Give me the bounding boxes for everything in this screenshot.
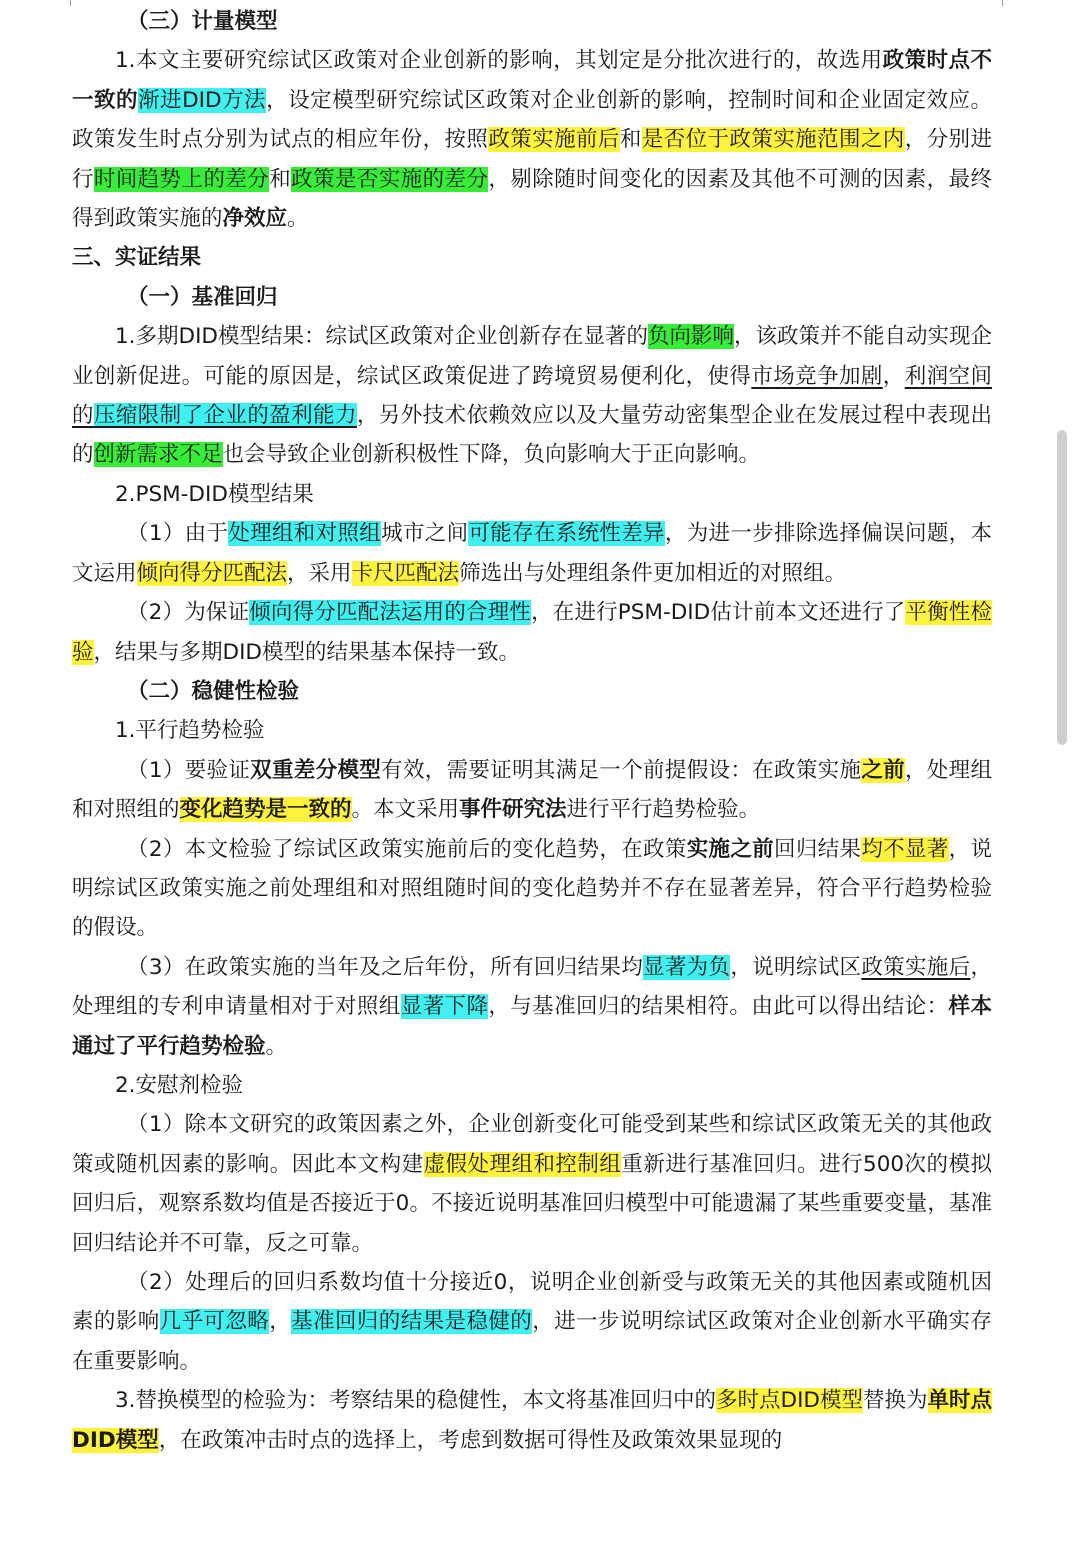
bold-text: 实施之前 [686, 836, 774, 862]
bold-text: 样本通过了平行趋势检验 [72, 994, 992, 1059]
paragraph-psm-did-title [72, 475, 992, 514]
text-run: （2）为保证 [127, 600, 250, 626]
bold-text: 净效应 [222, 206, 288, 232]
yellow-highlight: 多时点DID模型 [716, 1388, 863, 1414]
bold-text: 政策时点不一致的 [72, 48, 992, 113]
cyan-highlight: 压缩限制了企业的盈利能力 [93, 403, 357, 429]
yellow-highlight: 单时点DID模型 [72, 1388, 993, 1453]
text-run: （二）稳健性检验 [127, 678, 300, 704]
paragraph-did-results [72, 317, 992, 475]
text-run: （一）基准回归 [127, 284, 278, 310]
cyan-highlight: 显著为负 [643, 954, 731, 980]
cyan-highlight: 倾向得分匹配法运用的合理性 [249, 600, 532, 626]
paragraph-model-replacement [72, 1381, 992, 1460]
text-run: 2.PSM-DID模型结果 [115, 481, 314, 507]
text-run: 重新进行基准回归。进行500次的模拟回归后，观察系数均值是否接近于0。不接近说明基准回归模型中可能遗漏了某些重要变量，基准回归结论并不可靠，反之可靠。 [72, 1151, 992, 1256]
text-run: ，在进行PSM-DID估计前本文还进行了 [531, 600, 906, 626]
text-run: ，另外技术依赖效应以及大量劳动密集型企业在发展过程中表现出的 [72, 403, 992, 468]
text-run: ，分别进行 [72, 127, 992, 192]
text-run: （1）要验证 [127, 757, 251, 783]
text-run: 三、实证结果 [72, 245, 202, 271]
green-highlight: 创新需求不足 [93, 442, 223, 468]
text-run: 2.安慰剂检验 [115, 1072, 244, 1098]
text-run: 1.多期DID模型结果：综试区政策对企业创新存在显著的 [115, 324, 648, 350]
cyan-highlight: 显著下降 [400, 994, 489, 1020]
underlined-text: 利润空间的 [72, 363, 992, 429]
text-run: 和 [269, 166, 292, 192]
text-run: 进行平行趋势检验。 [566, 797, 761, 823]
paragraph-placebo-title [72, 1066, 992, 1105]
text-run: 也会导致企业创新积极性下降，负向影响大于正向影响。 [222, 442, 761, 468]
underlined-text: 市场竞争加剧 [751, 363, 883, 389]
text-run: ，进一步说明综试区政策对企业创新水平确实存在重要影响。 [72, 1309, 992, 1374]
yellow-highlight: 卡尺匹配法 [351, 560, 460, 586]
text-run: 1.本文主要研究综试区政策对企业创新的影响，其划定是分批次进行的，故选用 [115, 48, 883, 74]
bold-text: 双重差分模型 [250, 757, 382, 783]
paragraph-parallel-trend-title [72, 711, 992, 750]
text-run: （2）本文检验了综试区政策实施前后的变化趋势，在政策 [127, 836, 687, 862]
text-run: 筛选出与处理组条件更加相近的对照组。 [459, 560, 847, 586]
paragraph-parallel-trend-3 [72, 948, 992, 1066]
paragraph-placebo-2 [72, 1263, 992, 1381]
underlined-text: 政策实施后 [861, 954, 971, 980]
page-corner-mark-right [1002, 0, 1003, 6]
paragraph-psm-1 [72, 514, 992, 593]
text-run: （1）由于 [127, 521, 229, 547]
cyan-highlight: 基准回归的结果是稳健的 [291, 1309, 533, 1335]
text-run: ，与基准回归的结果相符。由此可以得出结论： [488, 994, 949, 1020]
paragraph-parallel-trend-2 [72, 830, 992, 948]
text-run: ，说明综试区政策实施之前处理组和对照组随时间的变化趋势并不存在显著差异，符合平行趋势检验的假设。 [72, 836, 992, 941]
cyan-highlight: 可能存在系统性差异 [468, 521, 665, 547]
text-run: 替换为 [862, 1388, 928, 1414]
text-run: ，处理组的专利申请量相对于对照组 [72, 954, 992, 1020]
text-run: 有效，需要证明其满足一个前提假设：在政策实施 [381, 757, 862, 783]
text-run: 回归结果 [774, 836, 862, 862]
yellow-highlight: 平衡性检验 [72, 600, 992, 665]
bold-text: 事件研究法 [459, 797, 567, 823]
text-run: （3）在政策实施的当年及之后年份，所有回归结果均 [127, 954, 644, 980]
chapter-heading-results [72, 238, 992, 277]
text-run: 城市之间 [381, 521, 469, 547]
green-highlight: 时间趋势上的差分 [93, 166, 270, 192]
paragraph-placebo-1 [72, 1105, 992, 1263]
text-run: 1.平行趋势检验 [115, 718, 265, 744]
text-run: ， [882, 363, 905, 389]
green-highlight: 负向影响 [647, 324, 734, 350]
yellow-highlight: 变化趋势是一致的 [179, 797, 352, 823]
yellow-highlight: 是否位于政策实施范围之内 [641, 127, 905, 153]
paragraph-parallel-trend-1 [72, 751, 992, 830]
section-heading-robustness [72, 672, 992, 711]
yellow-highlight: 之前 [861, 757, 905, 783]
cyan-highlight: 处理组和对照组 [228, 521, 382, 547]
cyan-highlight: 渐进DID方法 [138, 87, 267, 113]
text-run: （2）处理后的回归系数均值十分接近0，说明企业创新受与政策无关的其他因素或随机因素的影响 [72, 1270, 992, 1335]
text-run: ，采用 [287, 560, 352, 586]
cyan-highlight: 几乎可忽略 [159, 1309, 270, 1335]
text-run: 和 [619, 127, 642, 153]
paragraph-psm-2 [72, 593, 992, 672]
green-highlight: 政策是否实施的差分 [291, 166, 489, 192]
text-run: 。 [265, 1033, 288, 1059]
yellow-highlight: 倾向得分匹配法 [136, 560, 288, 586]
document-body [72, 2, 992, 1460]
text-run: ，该政策并不能自动实现企业创新促进。可能的原因是，综试区政策促进了跨境贸易便利化，使得 [72, 324, 992, 389]
vertical-scrollbar-thumb[interactable] [1057, 430, 1067, 745]
section-heading-baseline [72, 278, 992, 317]
text-run: ，说明综试区 [730, 954, 862, 980]
text-run: ， [269, 1309, 292, 1335]
text-run: 。 [287, 206, 309, 232]
text-run: （三）计量模型 [127, 9, 278, 34]
text-run: ，设定模型研究综试区政策对企业创新的影响，控制时间和企业固定效应。政策发生时点分别为试点的相应年份，按照 [72, 87, 992, 153]
text-run: ，剔除随时间变化的因素及其他不可测的因素，最终得到政策实施的 [72, 166, 992, 232]
section-heading-model [72, 2, 992, 41]
text-run: 3.替换模型的检验为：考察结果的稳健性，本文将基准回归中的 [115, 1388, 717, 1414]
text-run: （1）除本文研究的政策因素之外，企业创新变化可能受到某些和综试区政策无关的其他政策或随机因素的影响。因此本文构建 [72, 1112, 992, 1177]
page-corner-mark-left [70, 0, 71, 6]
text-run: ，在政策冲击时点的选择上，考虑到数据可得性及政策效果显现的 [158, 1427, 783, 1453]
paragraph-model-description [72, 41, 992, 238]
yellow-highlight: 政策实施前后 [488, 127, 620, 153]
text-run: ，结果与多期DID模型的结果基本保持一致。 [93, 639, 520, 665]
text-run: ，处理组和对照组的 [72, 757, 992, 823]
yellow-highlight: 均不显著 [861, 836, 949, 862]
text-run: 。本文采用 [351, 797, 460, 823]
yellow-highlight: 虚假处理组和控制组 [423, 1151, 622, 1177]
text-run: ，为进一步排除选择偏误问题，本文运用 [72, 521, 992, 586]
